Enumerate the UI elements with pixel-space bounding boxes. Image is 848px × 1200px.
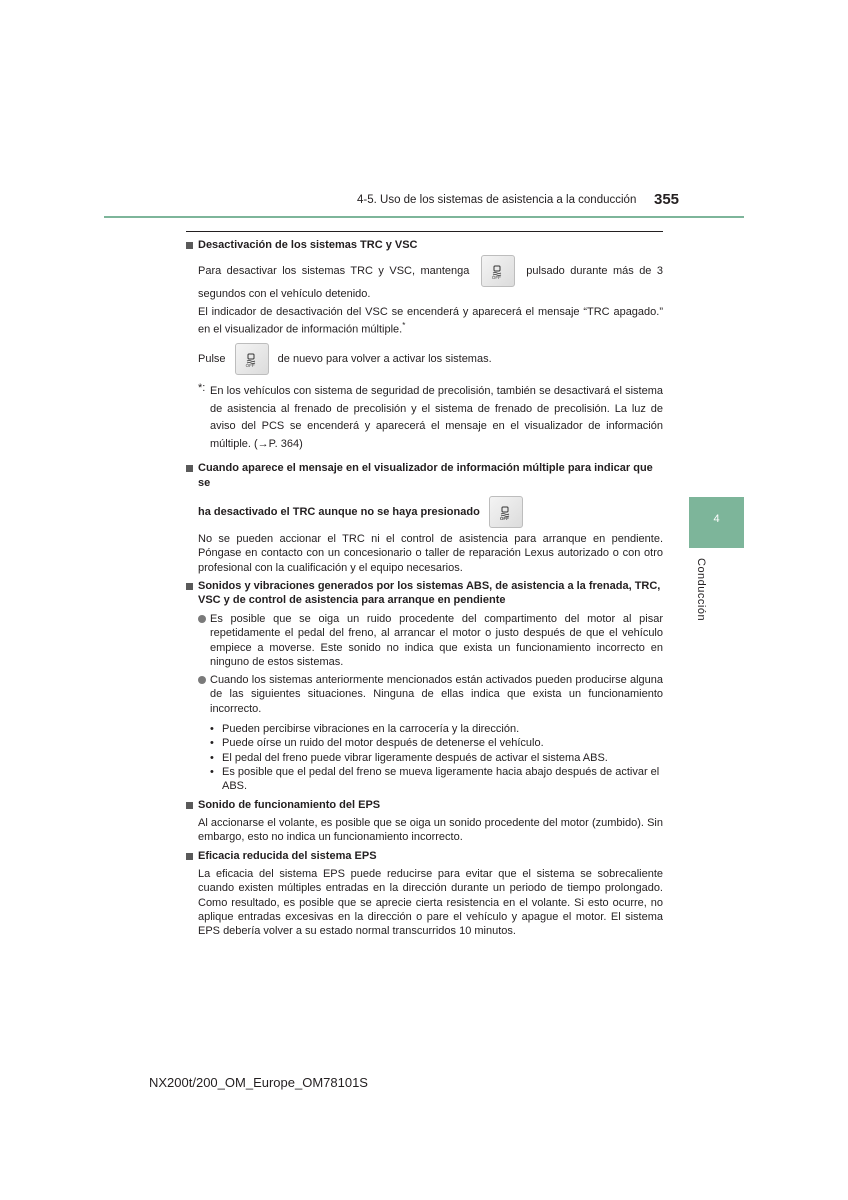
- section-square-icon: [186, 242, 193, 249]
- off-label: OFF: [499, 516, 509, 522]
- trc-vsc-off-switch-icon: [481, 255, 515, 287]
- sub-bullet-icon: •: [210, 751, 214, 764]
- sub-list-item: [186, 736, 663, 750]
- list-item-text: Cuando los sistemas anteriormente mencionados están activados pueden producirse alguna de las siguientes situaciones. Ninguna de ellas indica que exista un funcionamiento incorrecto.: [210, 674, 663, 715]
- list-item-text: Es posible que se oiga un ruido procedente del compartimento del motor al pisar repetidamente el pedal del freno, al arrancar el motor o justo después de que el vehículo empiece a moverse. Este sonido no indica que exista un funcionamiento incorrecto en ninguno de estos sistemas.: [210, 612, 663, 668]
- paragraph: [186, 532, 663, 575]
- off-label: OFF: [491, 274, 501, 280]
- section-heading-sounds-vibrations: [186, 579, 663, 608]
- sub-list-item-text: El pedal del freno puede vibrar ligeramente después de activar el sistema ABS.: [222, 751, 608, 764]
- section-square-icon: [186, 802, 193, 809]
- section-heading-text: Eficacia reducida del sistema EPS: [198, 849, 377, 862]
- off-label: OFF: [245, 363, 255, 369]
- list-item: [186, 673, 663, 716]
- sub-list-item-text: Puede oírse un ruido del motor después de detenerse el vehículo.: [222, 737, 544, 750]
- section-heading-continued: [186, 496, 663, 528]
- section-heading-eps-sound: [186, 798, 663, 813]
- chapter-number: 4: [713, 513, 720, 525]
- section-heading-text: ha desactivado el TRC aunque no se haya presionado: [198, 505, 480, 518]
- sub-list-item: [186, 765, 663, 794]
- section-square-icon: [186, 853, 193, 860]
- sub-list-item-text: Pueden percibirse vibraciones en la carrocería y la dirección.: [222, 723, 520, 736]
- section-heading-text: Cuando aparece el mensaje en el visualizador de información múltiple para indicar que se: [198, 462, 653, 489]
- sub-bullet-icon: •: [210, 723, 214, 736]
- paragraph: [186, 255, 663, 301]
- sub-list-item: [186, 751, 663, 765]
- footnote-mark: *: [402, 321, 406, 331]
- content-divider: [186, 231, 663, 232]
- paragraph-text: No se pueden accionar el TRC ni el control de asistencia para arranque en pendiente. Póngase en contacto con un concesionario o taller de reparación Lexus autorizado o con otro profesional con la cualificación y el equipo necesarios.: [198, 533, 663, 574]
- paragraph: [186, 867, 663, 938]
- header-divider: [104, 216, 744, 218]
- sub-list-item-text: Es posible que el pedal del freno se mueva ligeramente hacia abajo después de activar el ABS.: [222, 765, 660, 793]
- bullet-icon: [198, 676, 206, 684]
- chapter-tab: [689, 497, 744, 548]
- bullet-icon: [198, 615, 206, 623]
- trc-vsc-off-switch-icon: [489, 496, 523, 528]
- list-item: [186, 612, 663, 669]
- chapter-label: Conducción: [695, 558, 707, 622]
- paragraph-text: La eficacia del sistema EPS puede reducirse para evitar que el sistema se sobrecaliente cuando existen múltiples entradas en la dirección durante un periodo de tiempo prolongado. Como resultado, es posible que se aprecie cierta resistencia en el volante. Si esto ocurre, no aplique entradas excesivas en la dirección o pare el vehículo y apague el motor. El sistema EPS debería volver a su estado normal transcurridos 10 minutos.: [198, 868, 663, 938]
- paragraph: [186, 305, 663, 337]
- sub-bullet-icon: •: [210, 737, 214, 750]
- paragraph-text: Al accionarse el volante, es posible que se oiga un sonido procedente del motor (zumbido). Sin embargo, esto no indica un funcionamiento incorrecto.: [198, 817, 663, 844]
- paragraph-text: Pulse: [198, 352, 226, 365]
- section-heading-trc-message: [186, 461, 663, 490]
- trc-vsc-off-switch-icon: [235, 343, 269, 375]
- page-content: [186, 238, 663, 939]
- footnote-text: En los vehículos con sistema de seguridad de precolisión, también se desactivará el sistema de asistencia al frenado de precolisión y el sistema de frenado de precolisión. La luz de aviso del PCS se encenderá y aparecerá el mensaje en el visualizador de información múltiple. (→P. 364): [210, 385, 663, 450]
- paragraph-text: El indicador de desactivación del VSC se encenderá y aparecerá el mensaje “TRC apagado.” en el visualizador de información múltiple.: [198, 305, 663, 336]
- paragraph-text: Para desactivar los sistemas TRC y VSC, mantenga: [198, 264, 470, 277]
- section-heading-trc-vsc-off: [186, 238, 663, 253]
- section-heading-eps-efficiency: [186, 849, 663, 864]
- paragraph: [186, 343, 663, 375]
- section-square-icon: [186, 465, 193, 472]
- section-heading-text: Sonidos y vibraciones generados por los sistemas ABS, de asistencia a la frenada, TRC, VSC y de control de asistencia para arranque en pendiente: [198, 579, 661, 607]
- section-square-icon: [186, 583, 193, 590]
- paragraph: [186, 816, 663, 845]
- footer-document-code: NX200t/200_OM_Europe_OM78101S: [149, 1075, 368, 1090]
- sub-list-item: [186, 722, 663, 736]
- section-header-title: 4-5. Uso de los sistemas de asistencia a la conducción: [357, 194, 637, 206]
- footnote-mark: *:: [198, 382, 206, 395]
- sub-bullet-icon: •: [210, 765, 214, 778]
- section-heading-text: Sonido de funcionamiento del EPS: [198, 798, 381, 811]
- page-number: 355: [654, 191, 680, 208]
- paragraph-text: pulsado durante más de 3 segundos con el vehículo detenido.: [198, 264, 663, 300]
- paragraph-text: de nuevo para volver a activar los sistemas.: [277, 352, 492, 365]
- footnote: [186, 383, 663, 453]
- section-heading-text: Desactivación de los sistemas TRC y VSC: [198, 239, 418, 251]
